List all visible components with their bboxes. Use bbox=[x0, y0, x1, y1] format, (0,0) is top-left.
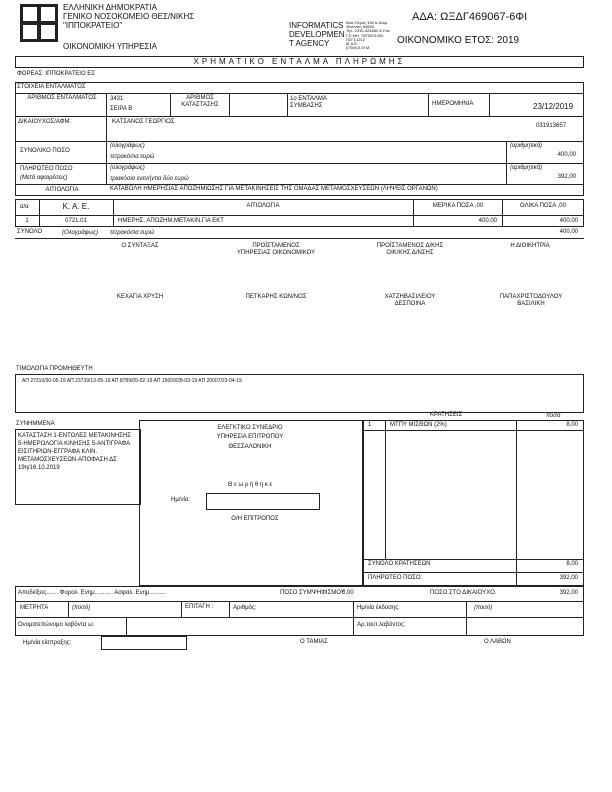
row-partial: 400,00 bbox=[478, 218, 497, 224]
receipts-line: Αποδείξεις....... Φορολ. Ενημ........... Ασφαλ. Ενημ.......... bbox=[18, 590, 167, 596]
vendor-line-1: INFORMATICS bbox=[289, 21, 344, 30]
payable-words: τριακόσια ενενήντια δύο ευρώ bbox=[110, 176, 189, 182]
col-partial: ΜΕΡΙΚΑ ΠΟΣΑ ,00 bbox=[432, 203, 484, 209]
registration-label: ΑΡΙΘΜΟΣ ΚΑΤΑΣΤΑΣΗΣ bbox=[181, 95, 219, 108]
receiver-name-label: Ονοματεπώνυμο λαβόντα ω: bbox=[18, 622, 95, 628]
col-reason: ΑΙΤΙΟΛΟΓΙΑ bbox=[246, 203, 280, 209]
invoices-box bbox=[15, 374, 584, 413]
role-finance-head: ΠΡΟΪΣΤΑΜΕΝΟΣ ΥΠΗΡΕΣΙΑΣ ΟΙΚΟΝΟΜΙΚΟΥ bbox=[236, 243, 316, 256]
to-beneficiary-label: ΠΟΣΟ ΣΤΟ ΔΙΚΑΙΟΥΧΟ. bbox=[430, 590, 497, 596]
cash-amount-hint: (ποσό) bbox=[72, 605, 91, 611]
total-words-label: (ολογράφως) bbox=[110, 143, 145, 149]
attachments-text: ΚΑΤΑΣΤΑΣΗ 1-ΕΝΤΟΛΕΣ ΜΕΤΑΚΙΝΗΣΗΣ 5-ΗΜΕΡΟΛΟΓΙΑ ΚΙΝΗΣΗΣ 5-ΑΝΤΙΓΡΑΦΑ ΕΙΣΙΤΗΡΙΩΝ-ΕΓΓΡΑΦΑ ΚΛΙΝ. ΜΕΤΑΜΟΣΧΕΥΣΕΩΝ-ΑΠΟΦΑΣΗ ΔΣ 19η/16.10.2019 bbox=[18, 433, 131, 471]
attachments-label: ΣΥΝΗΜΜΕΝΑ bbox=[16, 421, 55, 427]
cashier-label: Ο ΤΑΜΙΑΣ bbox=[300, 639, 328, 645]
audit-approved: Θ ε ω ρ ή θ η κ ε bbox=[227, 482, 273, 488]
deductions-header: ΚΡΑΤΗΣΕΙΣ bbox=[430, 412, 463, 418]
audit-line-3: ΘΕΣΣΑΛΟΝΙΚΗ bbox=[228, 444, 272, 450]
deduction-no: 1 bbox=[368, 422, 372, 428]
contract-label: 1ο ΕΝΤΑΛΜΑ ΣΥΜΒΑΣΗΣ bbox=[290, 96, 327, 109]
section-title: ΣΤΟΙΧΕΙΑ ΕΝΤΑΛΜΑΤΟΣ bbox=[17, 84, 86, 90]
row-kae: 0721.01 bbox=[65, 218, 87, 224]
row-reason: ΗΜΕΡΗΣ. ΑΠΟΖΗΜ.ΜΕΤΑΚΙΝ.ΓΙΑ ΕΚΤ bbox=[118, 218, 224, 224]
deductions-total-label: ΣΥΝΟΛΟ ΚΡΑΤΗΣΕΩΝ bbox=[368, 561, 431, 567]
payable-number-label: (αριθμητικά) bbox=[510, 165, 542, 171]
beneficiary-afm: 031913657 bbox=[536, 123, 567, 129]
payable-final-label: ΠΛΗΡΩΤΕΟ ΠΟΣΟ: bbox=[368, 575, 423, 581]
audit-date-label: Ημ/νία: bbox=[171, 497, 190, 503]
total-number-label: (αριθμητικά) bbox=[510, 143, 542, 149]
deduction-name: ΜΤΠΥ ΜΙΣΘΩΝ (2%) bbox=[390, 422, 447, 428]
to-beneficiary-value: 392,00 bbox=[559, 590, 578, 596]
date-label: ΗΜΕΡΟΜΗΝΙΑ bbox=[432, 101, 474, 107]
audit-commissioner: Ο/Η ΕΠΙΤΡΟΠΟΣ bbox=[231, 516, 279, 522]
col-aa: α/α bbox=[20, 204, 29, 210]
items-total-words: τετρακόσια ευρώ bbox=[110, 230, 155, 236]
row-total: 400,00 bbox=[559, 218, 578, 224]
vendor-address: Βασ.Ολγας 196 & Αλκμ. Θεσ/νίκη 54655 Τηλ. 2310-424660 & Fax Γ.Ε.ΜΗ. 7879201000 ΠΣΓΣ1212 Μ.Α.Ε. (ΓΕΜ) Α.Φ.Μ. bbox=[346, 20, 390, 51]
total-number: 400,00 bbox=[557, 152, 576, 158]
items-total-words-label: (Ολογράφως) bbox=[62, 230, 99, 236]
audit-line-1: ΕΛΕΓΚΤΙΚΟ ΣΥΝΕΔΡΙΟ bbox=[217, 425, 283, 431]
payable-label-sub: (Μετά αφαιρέσεις) bbox=[20, 175, 68, 181]
name-director: ΠΑΠΑΧΡΙΣΤΟΔΟΥΛΟΥ ΒΑΣΙΛΙΚΗ bbox=[499, 294, 563, 307]
row-aa: 1 bbox=[25, 218, 29, 224]
payable-number: 392,00 bbox=[557, 174, 576, 180]
deductions-amount-header: ποσά bbox=[546, 413, 561, 419]
page-title: ΧΡΗΜΑΤΙΚΟ ΕΝΤΑΛΜΑ ΠΛΗΡΩΜΗΣ bbox=[193, 57, 406, 66]
department: ΟΙΚΟΝΟΜΙΚΗ ΥΠΗΡΕΣΙΑ bbox=[63, 42, 157, 51]
total-label: ΣΥΝΟΛΙΚΟ ΠΟΣΟ bbox=[20, 148, 70, 154]
title-bar bbox=[15, 56, 584, 68]
receiver-id-label: Αρ.ταυτ.λαβόντος: bbox=[357, 622, 406, 628]
cheque-label: ΕΠΙΤΑΓΗ : bbox=[185, 604, 214, 610]
collection-date-label: Ημ/νία είσπραξης: bbox=[23, 640, 72, 646]
hospital-logo bbox=[20, 4, 58, 42]
deductions-total-value: 8,00 bbox=[566, 561, 578, 567]
fiscal-year: ΟΙΚΟΝΟΜΙΚΟ ΕΤΟΣ: 2019 bbox=[397, 35, 520, 46]
issue-date-label: Ημ/νία έκδοσης: bbox=[357, 605, 400, 611]
org-line-3: "ΙΠΠΟΚΡΑΤΕΙΟ" bbox=[63, 21, 123, 30]
org-line-1: ΕΛΛΗΝΙΚΗ ΔΗΜΟΚΡΑΤΙΑ bbox=[63, 3, 157, 12]
date-value: 23/12/2019 bbox=[533, 102, 574, 111]
items-total-label: ΣΥΝΟΛΟ bbox=[17, 229, 43, 235]
col-kae: Κ. Α. Ε. bbox=[62, 202, 90, 211]
org-line-2: ΓΕΝΙΚΟ ΝΟΣΟΚΟΜΕΙΟ ΘΕΣ/ΝΙΚΗΣ bbox=[63, 12, 195, 21]
beneficiary-name: ΚΑΤΣΑΝΟΣ ΓΕΩΡΓΙΟΣ bbox=[112, 119, 175, 125]
beneficiary-label: ΔΙΚΑΙΟΥΧΟΣ/ΑΦΜ: bbox=[18, 119, 72, 125]
total-words: τετρακόσια ευρώ bbox=[110, 154, 155, 160]
role-compiler: Ο ΣΥΝΤΑΞΑΣ bbox=[121, 243, 159, 249]
reason-label: ΑΙΤΙΟΛΟΓΙΑ bbox=[45, 187, 79, 193]
receiver-label: Ο ΛΑΒΩΝ bbox=[484, 639, 511, 645]
role-director: Η ΔΙΟΙΚΗΤΡΙΑ bbox=[510, 243, 550, 249]
name-finance-head: ΠΕΤΚΑΡΗΣ ΚΩΝ/ΝΟΣ bbox=[245, 294, 307, 300]
warrant-number-label: ΑΡΙΘΜΟΣ ΕΝΤΑΛΜΑΤΟΣ bbox=[27, 95, 97, 101]
warrant-series: ΣΕΙΡΑ Β bbox=[110, 106, 133, 112]
name-admin-head: ΧΑΤΖΗΒΑΣΙΛΕΙΟΥ ΔΕΣΠΟΙΝΑ bbox=[384, 294, 436, 307]
name-compiler: ΚΕΧΑΓΙΑ ΧΡΥΣΗ bbox=[116, 294, 164, 300]
cheque-number-label: Αριθμός: bbox=[233, 605, 257, 611]
attachments-box bbox=[15, 429, 141, 505]
offset-label: ΠΟΣΟ ΣΥΜΨΗΦΙΣΜΟΥ bbox=[280, 590, 345, 596]
reason-text: ΚΑΤΑΒΟΛΗ ΗΜΕΡΗΣΙΑΣ ΑΠΟΖΗΜΙΩΣΗΣ ΓΙΑ ΜΕΤΑΚΙΝΗΣΕΙΣ ΤΗΣ ΟΜΑΔΑΣ ΜΕΤΑΜΟΣΧΕΥΣΕΩΝ (ΛΗΨΕΙΣ ΟΡΓΑΝΩΝ) bbox=[110, 186, 438, 192]
audit-date-field[interactable] bbox=[206, 493, 320, 510]
ada-code: ΑΔΑ: ΩΞΔΓ469067-6ΦΙ bbox=[412, 11, 528, 23]
cash-label: ΜΕΤΡΗΤΑ bbox=[20, 605, 49, 611]
invoices-text: ΑΠ 27310/30-05-19 ΑΠ 23739/13-05-19 ΑΠ 8789/05-02-19 ΑΠ 15609/28-03-19 ΑΠ 20007/23-04-19 bbox=[22, 378, 242, 384]
audit-line-2: ΥΠΗΡΕΣΙΑ ΕΠΙΤΡΟΠΟΥ bbox=[216, 434, 284, 440]
cheque-amount-hint: (ποσό) bbox=[474, 605, 493, 611]
payable-label: ΠΛΗΡΩΤΕΟ ΠΟΣΟ bbox=[20, 166, 73, 172]
invoices-label: ΤΙΜΟΛΟΓΙΑ ΠΡΟΜΗΘΕΥΤΗ bbox=[16, 366, 93, 372]
role-admin-head: ΠΡΟΪΣΤΑΜΕΝΟΣ Δ/ΚΗΣ ΟΙΚ/ΚΗΣ Δ/ΝΣΗΣ bbox=[376, 243, 444, 256]
payable-final-value: 392,00 bbox=[559, 575, 578, 581]
col-total: ΟΛΙΚΑ ΠΟΣΑ ,00 bbox=[520, 203, 566, 209]
collection-date-field[interactable] bbox=[101, 636, 187, 650]
vendor-line-3: T AGENCY bbox=[289, 39, 330, 48]
payable-words-label: (ολογράφως) bbox=[110, 165, 145, 171]
items-total-value: 400,00 bbox=[559, 229, 578, 235]
vendor-line-2: DEVELOPMEN bbox=[289, 30, 345, 39]
offset-value: 0,00 bbox=[342, 590, 354, 596]
warrant-number: 3431 bbox=[110, 96, 124, 102]
deduction-amount: 8,00 bbox=[566, 422, 578, 428]
agency: ΦΟΡΕΑΣ: ΙΠΠΟΚΡΑΤΕΙΟ ΕΣ bbox=[17, 71, 95, 77]
